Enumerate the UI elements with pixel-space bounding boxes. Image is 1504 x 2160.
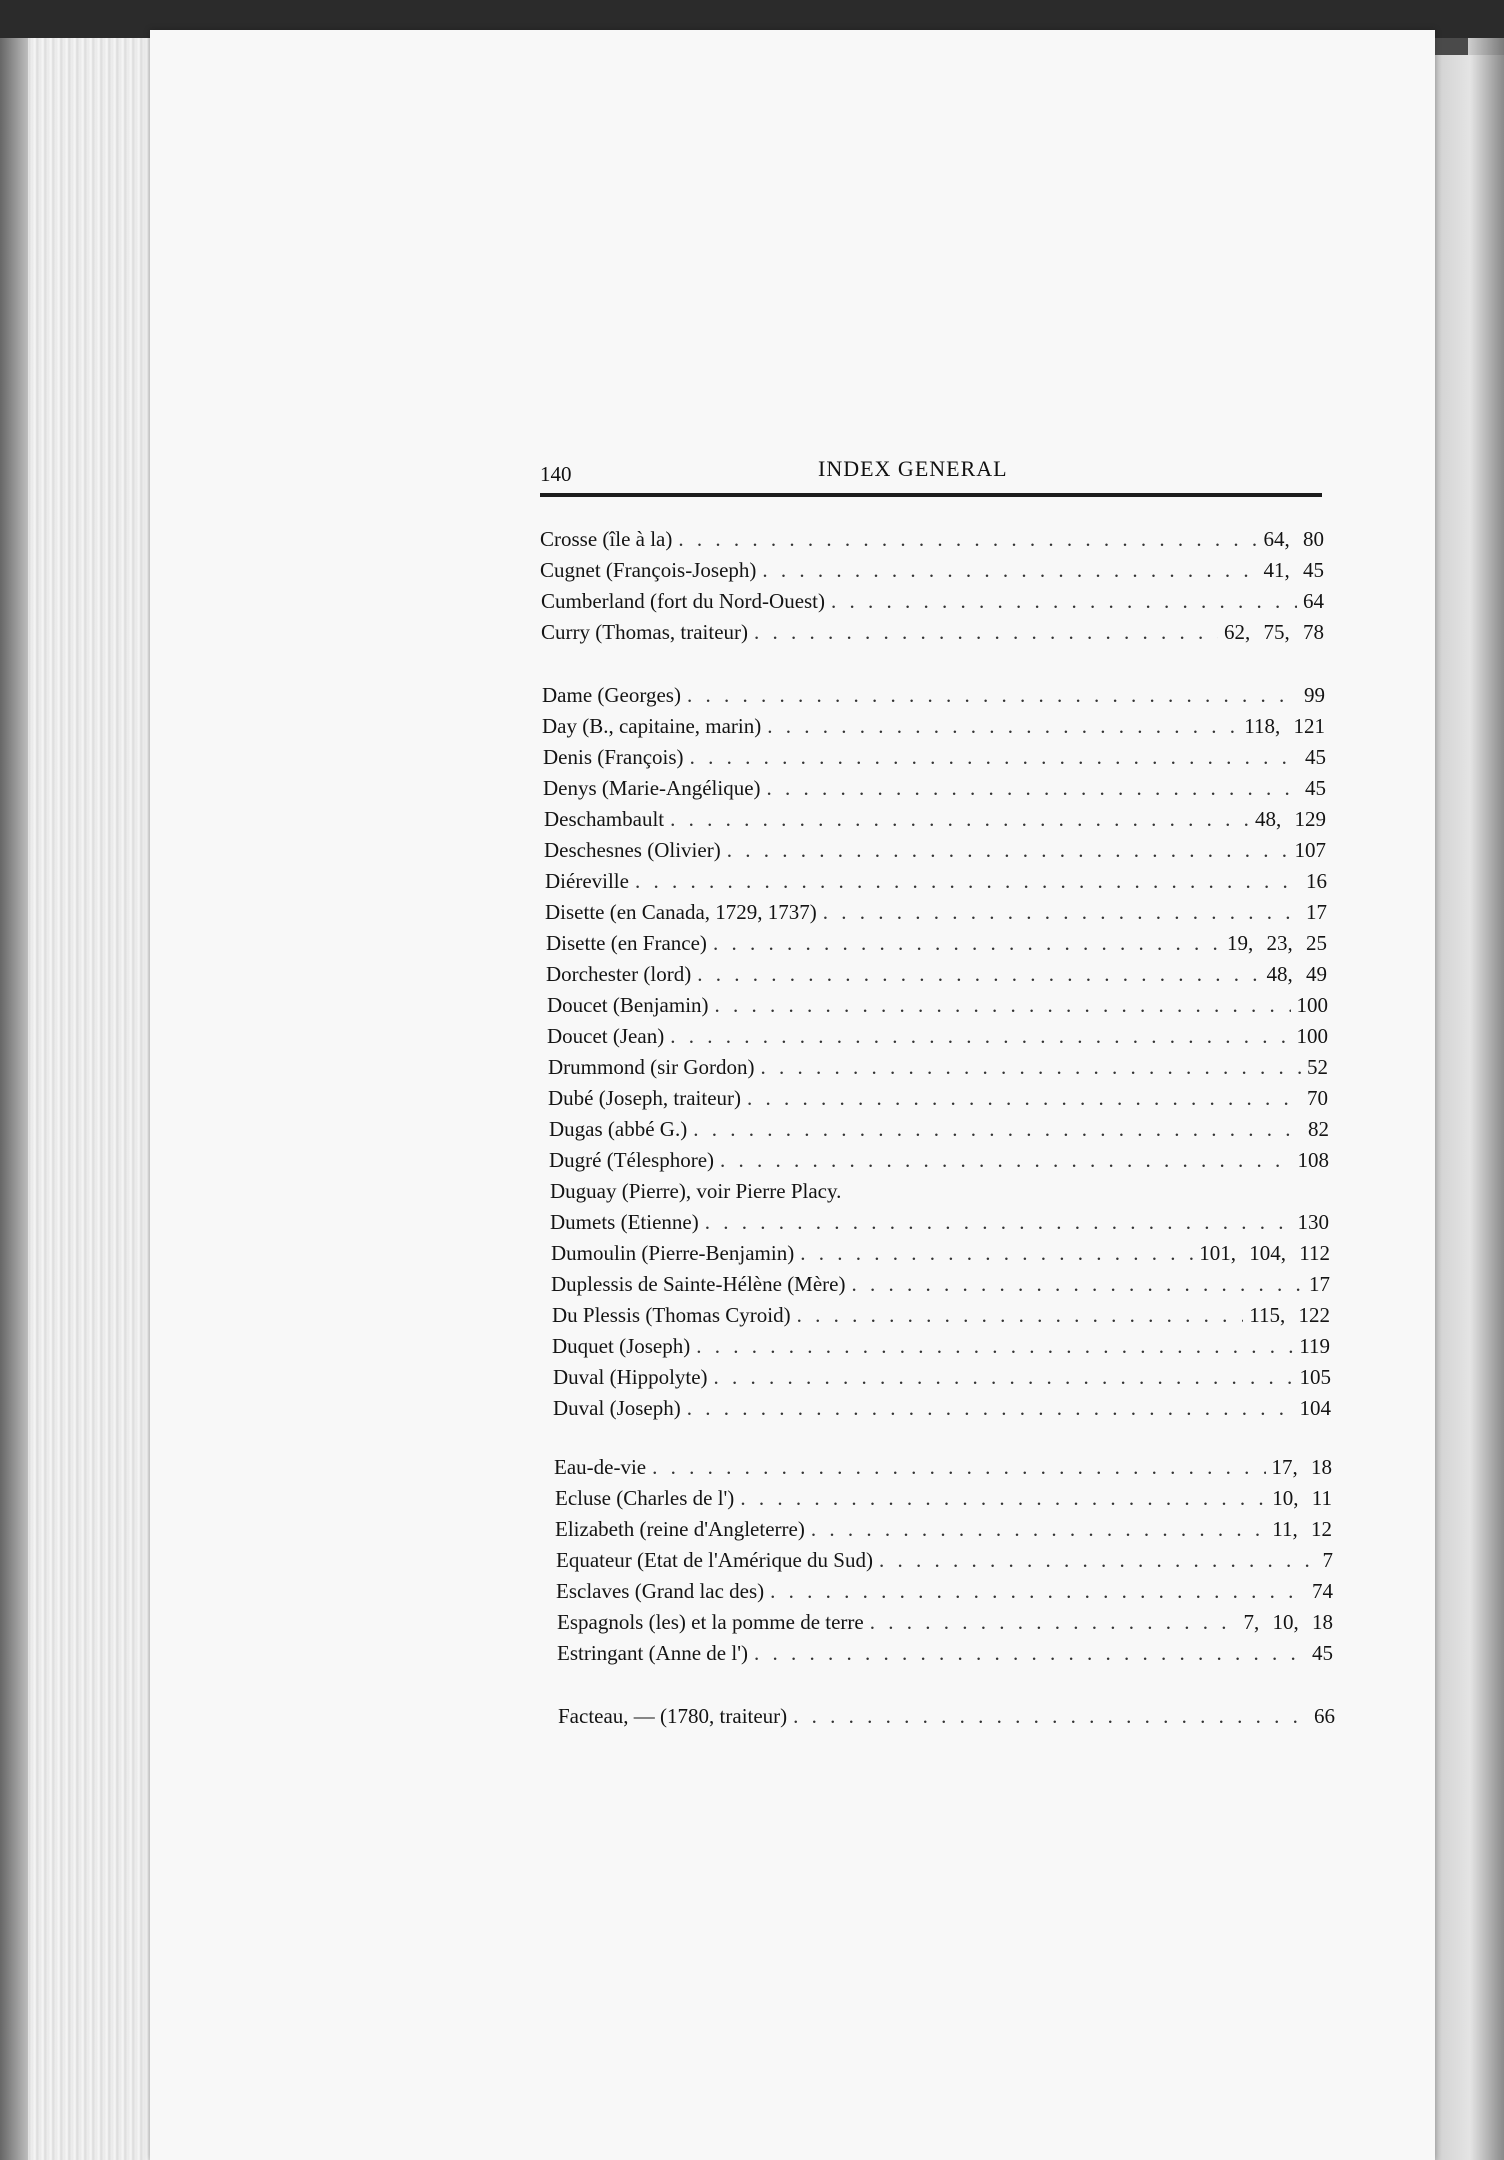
index-entry xyxy=(547,993,1328,1019)
entry-name: Esclaves (Grand lac des) xyxy=(556,1579,765,1603)
index-entry xyxy=(545,869,1327,895)
entry-name: Deschesnes (Olivier) xyxy=(544,838,721,862)
entry-pages: 101, 104, 112 xyxy=(1199,1241,1330,1265)
entry-pages: 119 xyxy=(1299,1334,1330,1358)
entry-name: Duval (Hippolyte) xyxy=(553,1365,708,1389)
leader-dots xyxy=(851,1272,1303,1297)
entry-name: Du Plessis (Thomas Cyroid) xyxy=(552,1303,791,1327)
entry-pages: 16 xyxy=(1306,869,1327,893)
entry-name: Doucet (Jean) xyxy=(547,1024,665,1048)
leader-dots xyxy=(797,1303,1244,1328)
leader-dots xyxy=(740,1486,1266,1511)
index-entry xyxy=(542,683,1325,709)
entry-name: Curry (Thomas, traiteur) xyxy=(541,620,749,644)
index-entry xyxy=(549,1148,1329,1174)
index-entry xyxy=(546,962,1327,988)
index-entry xyxy=(551,1241,1330,1267)
index-entry xyxy=(544,838,1326,864)
index-entry xyxy=(555,1486,1332,1512)
index-entry xyxy=(546,931,1327,957)
index-entry xyxy=(540,558,1324,584)
leader-dots xyxy=(760,1055,1301,1080)
leader-dots xyxy=(715,993,1291,1018)
entry-name: Elizabeth (reine d'Angleterre) xyxy=(555,1517,805,1541)
entry-name: Duplessis de Sainte-Hélène (Mère) xyxy=(551,1272,846,1296)
index-entry xyxy=(552,1334,1330,1360)
entry-name: Duguay (Pierre), voir Pierre Placy. xyxy=(550,1179,842,1203)
leader-dots xyxy=(687,1396,1294,1421)
index-entry xyxy=(543,745,1326,771)
entry-pages: 66 xyxy=(1314,1704,1335,1728)
entry-name: Dame (Georges) xyxy=(542,683,681,707)
header-rule xyxy=(540,493,1322,497)
entry-pages: 48, 49 xyxy=(1266,962,1327,986)
entry-pages: 115, 122 xyxy=(1249,1303,1330,1327)
index-entry xyxy=(549,1117,1329,1143)
entry-name: Equateur (Etat de l'Amérique du Sud) xyxy=(556,1548,873,1572)
index-entry xyxy=(556,1548,1333,1574)
leader-dots xyxy=(727,838,1289,863)
leader-dots xyxy=(720,1148,1291,1173)
page-number: 140 xyxy=(540,462,572,486)
entry-name: Denis (François) xyxy=(543,745,684,769)
index-entry xyxy=(556,1579,1333,1605)
entry-pages: 104 xyxy=(1299,1396,1331,1420)
index-entry xyxy=(557,1610,1333,1636)
index-entry xyxy=(557,1641,1333,1667)
entry-name: Doucet (Benjamin) xyxy=(547,993,709,1017)
leader-dots xyxy=(800,1241,1193,1266)
entry-pages: 45 xyxy=(1305,776,1326,800)
entry-pages: 52 xyxy=(1307,1055,1328,1079)
entry-name: Day (B., capitaine, marin) xyxy=(542,714,762,738)
entry-name: Espagnols (les) et la pomme de terre xyxy=(557,1610,864,1634)
running-title: INDEX GENERAL xyxy=(818,456,1008,481)
index-entry xyxy=(541,589,1324,615)
leader-dots xyxy=(870,1610,1238,1635)
leader-dots xyxy=(754,620,1218,645)
leader-dots xyxy=(754,1641,1306,1666)
index-entry xyxy=(548,1086,1328,1112)
entry-name: Eau-de-vie xyxy=(554,1455,647,1479)
entry-name: Cugnet (François-Joseph) xyxy=(540,558,757,582)
index-entry xyxy=(555,1517,1332,1543)
entry-name: Estringant (Anne de l') xyxy=(557,1641,748,1665)
leader-dots xyxy=(823,900,1300,925)
index-entry xyxy=(542,714,1325,740)
index-entry xyxy=(545,900,1327,926)
entry-pages: 100 xyxy=(1296,1024,1328,1048)
index-entry xyxy=(541,620,1324,646)
leader-dots xyxy=(670,807,1249,832)
entry-name: Deschambault xyxy=(544,807,665,831)
entry-name: Disette (en France) xyxy=(546,931,707,955)
leader-dots xyxy=(670,1024,1290,1049)
entry-name: Dumets (Etienne) xyxy=(550,1210,699,1234)
index-entry-cross-reference xyxy=(550,1179,1329,1205)
entry-pages: 17 xyxy=(1306,900,1327,924)
leader-dots xyxy=(793,1704,1308,1729)
entry-pages: 70 xyxy=(1307,1086,1328,1110)
leader-dots xyxy=(697,962,1260,987)
entry-name: Diéreville xyxy=(545,869,629,893)
entry-name: Duval (Joseph) xyxy=(553,1396,681,1420)
entry-name: Dugré (Télesphore) xyxy=(549,1148,715,1172)
entry-pages: 64 xyxy=(1303,589,1324,613)
entry-name: Facteau, — (1780, traiteur) xyxy=(558,1704,788,1728)
entry-name: Drummond (sir Gordon) xyxy=(548,1055,755,1079)
entry-pages: 45 xyxy=(1312,1641,1333,1665)
entry-name: Dubé (Joseph, traiteur) xyxy=(548,1086,742,1110)
leader-dots xyxy=(687,683,1298,708)
index-entry xyxy=(551,1272,1330,1298)
entry-pages: 82 xyxy=(1308,1117,1329,1141)
leader-dots xyxy=(635,869,1300,894)
entry-pages: 74 xyxy=(1312,1579,1333,1603)
leader-dots xyxy=(678,527,1257,552)
leader-dots xyxy=(767,776,1299,801)
leader-dots xyxy=(811,1517,1266,1542)
leader-dots xyxy=(696,1334,1293,1359)
entry-pages: 7 xyxy=(1322,1548,1333,1572)
leader-dots xyxy=(831,589,1297,614)
entry-name: Denys (Marie-Angélique) xyxy=(543,776,761,800)
entry-pages: 100 xyxy=(1296,993,1328,1017)
entry-pages: 19, 23, 25 xyxy=(1227,931,1327,955)
entry-name: Ecluse (Charles de l') xyxy=(555,1486,735,1510)
index-entry xyxy=(553,1396,1331,1422)
leader-dots xyxy=(652,1455,1265,1480)
entry-pages: 99 xyxy=(1304,683,1325,707)
entry-pages: 17 xyxy=(1309,1272,1330,1296)
leader-dots xyxy=(690,745,1299,770)
entry-pages: 17, 18 xyxy=(1271,1455,1332,1479)
index-entry xyxy=(552,1303,1330,1329)
entry-name: Cumberland (fort du Nord-Ouest) xyxy=(541,589,826,613)
leader-dots xyxy=(693,1117,1302,1142)
entry-pages: 48, 129 xyxy=(1255,807,1326,831)
entry-name: Dorchester (lord) xyxy=(546,962,692,986)
leader-dots xyxy=(714,1365,1294,1390)
leader-dots xyxy=(879,1548,1317,1573)
entry-pages: 130 xyxy=(1297,1210,1329,1234)
index-entry xyxy=(553,1365,1331,1391)
entry-pages: 7, 10, 18 xyxy=(1243,1610,1333,1634)
entry-name: Dugas (abbé G.) xyxy=(549,1117,688,1141)
index-entry xyxy=(558,1704,1335,1730)
entry-name: Disette (en Canada, 1729, 1737) xyxy=(545,900,817,924)
leader-dots xyxy=(747,1086,1301,1111)
entry-name: Duquet (Joseph) xyxy=(552,1334,691,1358)
entry-name: Dumoulin (Pierre-Benjamin) xyxy=(551,1241,795,1265)
leader-dots xyxy=(762,558,1257,583)
index-entry xyxy=(547,1024,1328,1050)
index-entry xyxy=(550,1210,1329,1236)
index-entry xyxy=(548,1055,1328,1081)
entry-pages: 11, 12 xyxy=(1272,1517,1332,1541)
entry-pages: 62, 75, 78 xyxy=(1224,620,1324,644)
entry-name: Crosse (île à la) xyxy=(540,527,673,551)
entry-pages: 118, 121 xyxy=(1244,714,1325,738)
index-entry xyxy=(554,1455,1332,1481)
entry-pages: 10, 11 xyxy=(1272,1486,1332,1510)
entry-pages: 45 xyxy=(1305,745,1326,769)
entry-pages: 41, 45 xyxy=(1263,558,1324,582)
entry-pages: 107 xyxy=(1294,838,1326,862)
index-entry xyxy=(543,776,1326,802)
leader-dots xyxy=(767,714,1238,739)
index-entry xyxy=(540,527,1324,553)
entry-pages: 64, 80 xyxy=(1263,527,1324,551)
leader-dots xyxy=(770,1579,1306,1604)
leader-dots xyxy=(713,931,1221,956)
entry-pages: 108 xyxy=(1297,1148,1329,1172)
entry-pages: 105 xyxy=(1299,1365,1331,1389)
index-entry xyxy=(544,807,1326,833)
leader-dots xyxy=(705,1210,1292,1235)
